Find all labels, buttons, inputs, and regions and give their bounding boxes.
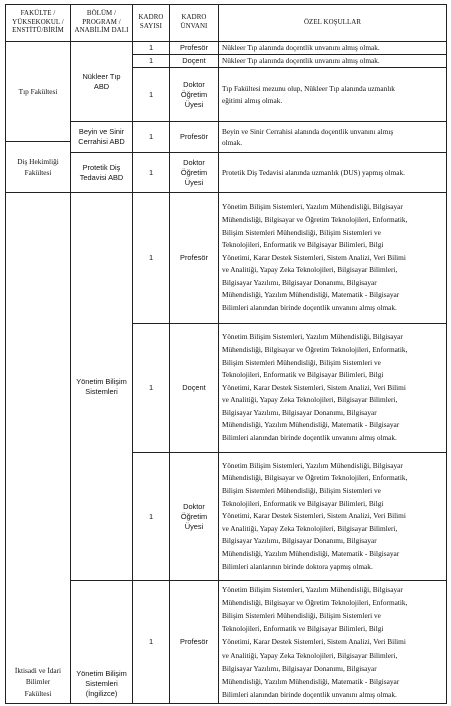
count-cell [132,452,170,581]
header-faculty-line: ENSTİTÜ/BİRİM [12,27,64,35]
header-title-line: ÜNVANI [180,23,208,30]
header-department [70,4,133,42]
conditions-line: Mühendisliği, Bilgisayar ve Öğretim Teknolojileri, Enformatik, [222,214,408,224]
title-value: Profesör [180,132,208,141]
header-faculty [5,4,71,42]
conditions-line: ve Analitiği, Yapay Zeka Teknolojileri, Bilgisayar Bilimleri, [222,265,398,275]
conditions-line: Mühendisliği, Bilgisayar ve Öğretim Teknolojileri, Enformatik, [222,597,408,607]
header-department-line: BÖLÜM / [86,10,117,18]
department-name-line: Tedavisi ABD [79,172,124,182]
conditions-line: ve Analitiği, Yapay Zeka Teknolojileri, Bilgisayar Bilimleri, [222,650,398,660]
conditions-line: Mühendisliği, Bilgisayar ve Öğretim Teknolojileri, Enformatik, [222,473,408,483]
count-cell [132,41,170,55]
conditions-line: Teknolojileri, Enformatik ve Bilgisayar Bilimleri, Bilgi [222,498,384,508]
conditions-cell [218,323,447,453]
department-name-line: (İngilizce) [85,689,118,698]
conditions-line: Mühendisliği, Yazılım Mühendisliği, Matematik - Bilgisayar [222,548,400,558]
conditions-cell [218,67,447,122]
title-value: Doçent [182,383,206,392]
header-faculty-line: YÜKSEKOKUL / [12,18,64,26]
conditions-line: Yönetimi, Karar Destek Sistemleri, Sistem Analizi, Veri Bilimi [222,252,406,262]
count-value: 1 [148,253,154,262]
title-cell [169,580,219,704]
department-ybs [70,192,133,581]
count-cell [132,67,170,122]
header-conditions-text: ÖZEL KOŞULLAR [303,18,362,26]
header-title [169,4,219,42]
title-value-line: Doktor [183,501,205,511]
conditions-line: Yönetim Bilişim Sistemleri, Yazılım Mühendisliği, Bilgisayar [222,584,403,594]
department-name-line: Yönetim Bilişim [76,376,127,386]
title-cell [169,121,219,153]
conditions-line: olmak. [222,138,243,147]
conditions-line: Teknolojileri, Enformatik ve Bilgisayar Bilimleri, Bilgi [222,624,384,634]
title-cell [169,192,219,324]
faculty-name: Tıp Fakültesi [18,86,58,96]
conditions-cell [218,192,447,324]
count-value: 1 [148,132,154,141]
count-value: 1 [148,167,154,177]
title-cell [169,323,219,453]
conditions-cell [218,580,447,704]
conditions-text: Protetik Diş Tedavisi alanında uzmanlık (DUS) yapmış olmak. [222,167,405,177]
title-value-line: Öğretim [180,167,208,177]
title-value: Profesör [180,637,208,646]
faculty-name-line: Fakültesi [24,688,52,698]
header-count-line: KADRO [138,14,164,22]
conditions-line: Bilişim Sistemleri Mühendisliği, Bilişim Sistemleri ve [222,610,381,620]
department-nukleer-tip [70,41,133,122]
header-title-line: KADRO [181,14,207,22]
title-cell [169,152,219,193]
count-cell [132,121,170,153]
department-name-line: Sistemleri [85,679,118,688]
conditions-line: Bilimleri alanlarının birinde doktora yapmış olmak. [222,561,373,571]
count-cell [132,580,170,704]
conditions-cell [218,41,447,55]
title-value-line: Üyesi [184,99,204,109]
department-protetik [70,152,133,193]
count-cell [132,192,170,324]
conditions-line: Bilişim Sistemleri Mühendisliği, Bilişim Sistemleri ve [222,486,381,496]
conditions-line: Beyin ve Sinir Cerrahisi alanında doçentlik unvanını almış [222,126,394,136]
conditions-line: Bilgisayar Yazılımı, Bilgisayar Donanımı, Bilgisayar [222,407,377,417]
title-value: Profesör [180,43,208,52]
conditions-line: Yönetim Bilişim Sistemleri, Yazılım Mühendisliği, Bilgisayar [222,202,403,212]
faculty-name-line: Diş Hekimliği [17,156,59,166]
title-value: Doçent [182,56,206,65]
count-value: 1 [148,56,154,65]
department-name-line: Cerrahisi ABD [78,137,125,146]
conditions-line: Bilişim Sistemleri Mühendisliği, Bilişim Sistemleri ve [222,227,381,237]
header-count [132,4,170,42]
faculty-name-line: Fakültesi [24,168,52,177]
count-value: 1 [148,89,154,99]
faculty-dis [5,141,71,193]
conditions-cell [218,452,447,581]
department-name-line: ABD [93,81,110,91]
header-department-line: PROGRAM / [82,18,121,26]
conditions-line: Mühendisliği, Bilgisayar ve Öğretim Teknolojileri, Enformatik, [222,344,408,354]
faculty-iibf [5,192,71,704]
conditions-line: Bilimleri alanından birinde doçentlik unvanını almış olmak. [222,433,397,443]
title-value-line: Öğretim [180,511,208,521]
title-value-line: Doktor [183,79,205,89]
count-cell [132,323,170,453]
title-cell [169,67,219,122]
header-conditions [218,4,447,42]
department-beyin-sinir [70,121,133,153]
count-value: 1 [148,383,154,392]
department-name-line: Sistemleri [85,386,118,396]
conditions-line: eğitimi almış olmak. [222,95,283,105]
positions-table [5,4,447,704]
conditions-line: Bilgisayar Yazılımı, Bilgisayar Donanımı, Bilgisayar [222,663,377,673]
conditions-line: Teknolojileri, Enformatik ve Bilgisayar Bilimleri, Bilgi [222,240,384,250]
conditions-text: Nükleer Tıp alanında doçentlik unvanını almış olmak. [222,43,380,53]
conditions-line: Yönetimi, Karar Destek Sistemleri, Sistem Analizi, Veri Bilimi [222,382,406,392]
faculty-tip [5,41,71,142]
conditions-line: Yönetim Bilişim Sistemleri, Yazılım Mühendisliği, Bilgisayar [222,460,403,470]
conditions-cell [218,152,447,193]
count-value: 1 [148,637,154,646]
count-value: 1 [148,43,154,52]
conditions-line: Bilişim Sistemleri Mühendisliği, Bilişim Sistemleri ve [222,357,381,367]
title-cell [169,452,219,581]
title-value-line: Üyesi [184,521,204,531]
conditions-line: Bilimleri alanından birinde doçentlik unvanını almış olmak. [222,303,397,313]
conditions-line: ve Analitiği, Yapay Zeka Teknolojileri, Bilgisayar Bilimleri, [222,395,398,405]
faculty-name-line: Bilimler [25,677,51,687]
conditions-line: Bilimleri alanından birinde doçentlik unvanını almış olmak. [222,690,397,700]
faculty-name-line: İktisadi ve İdari [14,665,62,675]
conditions-line: Yönetim Bilişim Sistemleri, Yazılım Mühendisliği, Bilgisayar [222,332,403,342]
conditions-line: Yönetimi, Karar Destek Sistemleri, Sistem Analizi, Veri Bilimi [222,637,406,647]
title-value-line: Öğretim [180,89,208,99]
conditions-line: ve Analitiği, Yapay Zeka Teknolojileri, Bilgisayar Bilimleri, [222,523,398,533]
conditions-line: Bilgisayar Yazılımı, Bilgisayar Donanımı, Bilgisayar [222,536,377,546]
title-value-line: Doktor [183,157,205,167]
department-name-line: Beyin ve Sinir [78,127,125,136]
count-cell [132,152,170,193]
count-value: 1 [148,511,154,521]
department-name-line: Nükleer Tıp [82,71,121,81]
header-department-line: ANABİLİM DALI [74,27,129,35]
title-cell [169,41,219,55]
header-count-line: SAYISI [139,23,163,30]
department-name-line: Yönetim Bilişim [76,669,127,678]
title-cell [169,54,219,68]
conditions-text: Nükleer Tıp alanında doçentlik unvanını almış olmak. [222,56,380,66]
count-cell [132,54,170,68]
conditions-line: Mühendisliği, Yazılım Mühendisliği, Matematik - Bilgisayar [222,677,400,686]
conditions-cell [218,54,447,68]
department-ybs-ingilizce [70,580,133,704]
title-value-line: Üyesi [184,177,204,187]
conditions-line: Teknolojileri, Enformatik ve Bilgisayar Bilimleri, Bilgi [222,370,384,380]
conditions-line: Mühendisliği, Yazılım Mühendisliği, Matematik - Bilgisayar [222,290,400,300]
conditions-line: Tıp Fakültesi mezunu olup, Nükleer Tıp alanında uzmanlık [222,84,395,94]
conditions-line: Bilgisayar Yazılımı, Bilgisayar Donanımı, Bilgisayar [222,277,377,287]
conditions-line: Yönetimi, Karar Destek Sistemleri, Sistem Analizi, Veri Bilimi [222,511,406,521]
title-value: Profesör [180,253,208,262]
department-name-line: Protetik Diş [82,162,121,172]
conditions-cell [218,121,447,153]
header-faculty-line: FAKÜLTE / [20,10,56,18]
conditions-line: Mühendisliği, Yazılım Mühendisliği, Matematik - Bilgisayar [222,420,400,430]
